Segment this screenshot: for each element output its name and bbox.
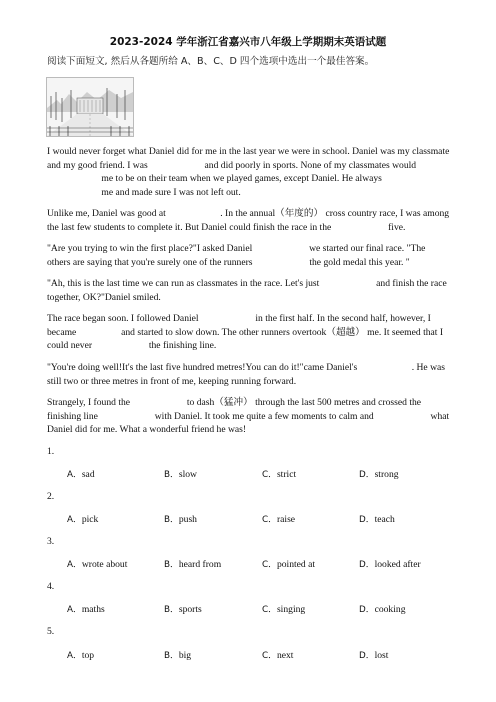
passage-text: and did poorly in sports. None of my classmates would [204, 159, 417, 171]
passage-paragraph-1 [47, 145, 451, 199]
passage-text: Unlike me, Daniel was good at [47, 208, 166, 219]
option-d[interactable]: D．teach [359, 514, 395, 525]
passage-text: The race began soon. I followed Daniel [47, 313, 199, 324]
passage-paragraph-2 [47, 207, 451, 234]
option-a[interactable]: A．sad [67, 469, 95, 480]
passage-text: and finish the race together, OK?"Daniel smiled. [47, 278, 447, 303]
passage-text: "You're doing well!It's the last five hundred metres!You can do it!"came Daniel's [47, 362, 358, 373]
passage-text: with Daniel. It took me quite a few moments to calm and [154, 410, 374, 422]
question-number: 1. [47, 446, 55, 457]
passage-text: the gold medal this year. " [309, 256, 410, 268]
question-number: 5. [47, 626, 55, 637]
passage-text: and started to slow down. The other runners overtook（超越） me. It seemed that I could never [47, 326, 444, 352]
passage-text: we started our final race. "The others are saying that you're surely one of the runners [47, 243, 426, 268]
passage-text: me to be on their team when we played games, except Daniel. He always [101, 173, 382, 185]
option-a[interactable]: A．top [67, 650, 95, 661]
passage-paragraph-6 [47, 361, 451, 388]
option-d[interactable]: D．lost [359, 650, 389, 661]
option-c[interactable]: C．singing [262, 604, 306, 615]
passage-text: the finishing line. [148, 340, 217, 352]
option-a[interactable]: A．maths [67, 604, 105, 615]
instruction-text: 阅读下面短文, 然后从各题所给 A、B、C、D 四个选项中选出一个最佳答案。 [47, 56, 375, 67]
passage-text: in the first half. In the second half, however, I became [47, 313, 431, 338]
option-d[interactable]: D．looked after [359, 559, 421, 570]
passage-text: I would never forget what Daniel did for me in the last year we were in school. Daniel was my classmate and my good friend. I was [47, 146, 450, 171]
option-c[interactable]: C．next [262, 650, 294, 661]
passage-paragraph-4 [47, 277, 451, 304]
passage-text: "Are you trying to win the first place?"I asked Daniel [47, 243, 253, 254]
passage-text: Strangely, I found the [47, 397, 131, 408]
option-b[interactable]: B．heard from [164, 559, 222, 570]
passage-text: five. [388, 221, 406, 233]
passage-paragraph-5 [47, 312, 451, 353]
option-c[interactable]: C．pointed at [262, 559, 316, 570]
option-b[interactable]: B．slow [164, 469, 197, 480]
passage-text: . In the annual（年度的） cross country race, I was among the last few students to complete it. But Daniel could finish the race in the [47, 208, 450, 233]
question-number: 3. [47, 536, 55, 547]
option-b[interactable]: B．push [164, 514, 197, 525]
option-a[interactable]: A．wrote about [67, 559, 128, 570]
option-d[interactable]: D．cooking [359, 604, 406, 615]
option-b[interactable]: B．sports [164, 604, 202, 615]
page-title: 2023-2024 学年浙江省嘉兴市八年级上学期期末英语试题 [109, 36, 387, 48]
option-d[interactable]: D．strong [359, 469, 399, 480]
passage-text: to dash（猛冲） through the last 500 metres and crossed the finishing line [47, 397, 422, 422]
passage-text: . He was still two or three metres in front of me, keeping running forward. [47, 362, 445, 387]
option-c[interactable]: C．raise [262, 514, 296, 525]
option-c[interactable]: C．strict [262, 469, 297, 480]
passage-illustration [46, 77, 134, 137]
passage-text: what Daniel did for me. What a wonderful friend he was! [47, 410, 450, 436]
passage-paragraph-3 [47, 242, 451, 269]
option-a[interactable]: A．pick [67, 514, 99, 525]
passage-text: me and made sure I was not left out. [101, 186, 241, 198]
passage-paragraph-7 [47, 396, 451, 437]
option-b[interactable]: B．big [164, 650, 192, 661]
passage-text: "Ah, this is the last time we can run as classmates in the race. Let's just [47, 278, 320, 289]
question-number: 2. [47, 491, 55, 502]
question-number: 4. [47, 581, 55, 592]
